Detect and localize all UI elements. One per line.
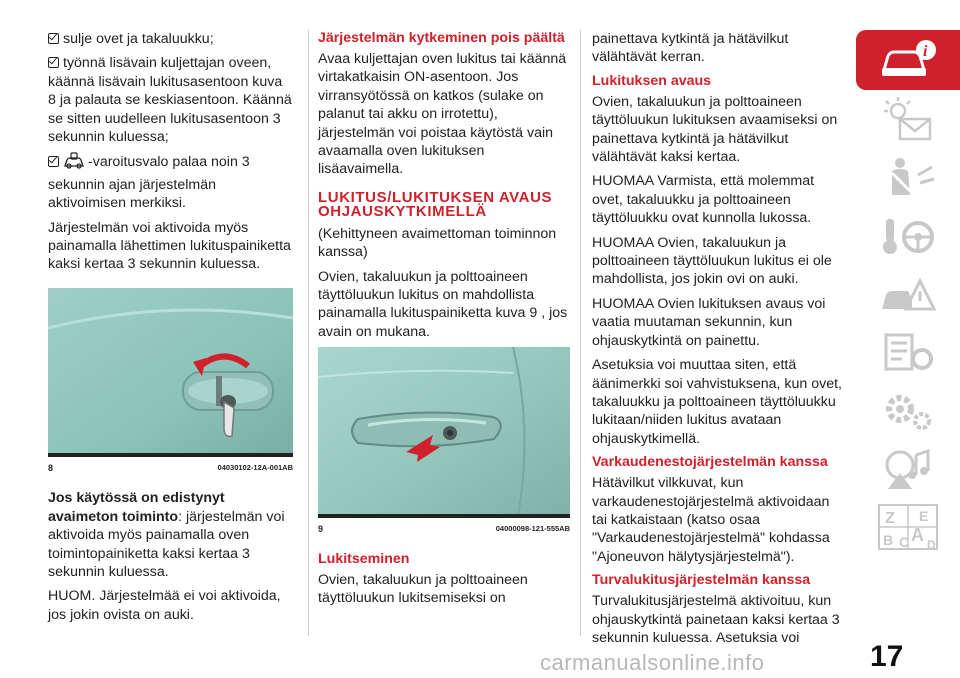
checkbox-icon: [48, 57, 59, 68]
tab-safety[interactable]: [856, 152, 960, 206]
figure-9-caption: [318, 517, 570, 538]
heading-lock-unlock-switch: LUKITUS/LUKITUKSEN AVAUS OHJAUSKYTKIMELLÄ: [318, 188, 553, 220]
tab-maintenance[interactable]: [856, 326, 960, 380]
paragraph-lock-button: Ovien, takaluukun ja polttoaineen täyttöluukun lukitus on mahdollista painamalla lukituspainiketta kuva 9 , jos avain on mukana.: [318, 268, 568, 340]
paragraph-keyless-note: (Kehittyneen avaimettoman toiminnon kanssa): [318, 225, 557, 261]
paragraph-note-2: HUOMAA Ovien, takaluukun ja polttoaineen täyttöluukun lukitus ei ole mahdollista, jos jokin ovi on auki.: [592, 234, 832, 288]
gears-icon: [878, 387, 938, 435]
svg-text:D: D: [927, 538, 936, 552]
figure-8-number: 8: [48, 462, 54, 473]
tab-emergency[interactable]: [856, 268, 960, 322]
svg-text:i: i: [923, 43, 928, 60]
figure-8-code: 04030102-12A-001AB: [217, 462, 293, 472]
chapter-tabs: [856, 30, 960, 558]
paragraph-settings: Asetuksia voi muuttaa siten, että äänimerkki soi vahvistuksena, kun ovet, takaluukku ja polttoaineen täyttöluukku lukitaan/niiden lukitus avataan ohjauskytkimellä.: [592, 357, 842, 447]
bullet-warning-light: -varoitusvalo palaa noin 3 sekunnin ajan järjestelmän aktivoimisen merkiksi.: [48, 154, 250, 212]
heading-anti-theft: Varkaudenestojärjestelmän kanssa: [592, 454, 828, 471]
checkbox-icon: [48, 33, 59, 44]
svg-text:E: E: [919, 508, 929, 524]
svg-text:A: A: [911, 525, 924, 545]
car-info-icon: [878, 38, 938, 82]
tab-multimedia[interactable]: [856, 442, 960, 496]
alphabet-index-icon: [873, 501, 943, 553]
heading-unlocking: Lukituksen avaus: [592, 72, 712, 89]
tab-driving[interactable]: [856, 210, 960, 264]
paragraph-note-1: HUOMAA Varmista, että molemmat ovet, takaluukku ja polttoaineen täyttöluukku ovat kunnolla lukossa.: [592, 173, 815, 227]
tab-technical-data[interactable]: [856, 384, 960, 438]
paragraph-note-3: HUOMAA Ovien lukituksen avaus voi vaatia muutaman sekunnin, kun ohjauskytkintä on painettu.: [592, 295, 826, 349]
light-envelope-icon: [878, 97, 938, 145]
column-1: [48, 30, 293, 630]
heading-locking: Lukitseminen: [318, 550, 410, 567]
figure-9-code: 04000098-121-555AB: [495, 524, 570, 534]
maintenance-list-icon: [878, 329, 938, 377]
door-handle-key-image: [48, 288, 293, 456]
column-2: [318, 30, 570, 614]
paragraph-remote: Järjestelmän voi aktivoida myös painamalla lähettimen lukituspainiketta kaksi kertaa 3 sekunnin kuluessa.: [48, 219, 291, 273]
car-warning-icon: [878, 271, 938, 319]
paragraph-locking: Ovien, takaluukun ja polttoaineen täyttöluukun lukitsemiseksi on: [318, 571, 528, 607]
figure-8-caption: [48, 456, 293, 477]
column-3: [592, 30, 842, 653]
watermark: carmanualsonline.info: [540, 650, 765, 675]
paragraph-anti-theft: Hätävilkut vilkkuvat, kun varkaudenestojärjestelmä aktivoidaan tai katkaistaan (katso osaa "Varkaudenestojärjestelmä" kohdassa "Ajoneuvon hälytysjärjestelmä").: [592, 475, 830, 565]
paragraph-continued: painettava kytkintä ja hätävilkut välähtävät kerran.: [592, 31, 789, 66]
heading-disable-system: Järjestelmän kytkeminen pois päältä: [318, 30, 565, 46]
checkbox-icon: [48, 156, 59, 167]
paragraph-disable: Avaa kuljettajan oven lukitus tai käännä virtakatkaisin ON-asentoon. Jos virransyötössä on katkos (sulake on palanut tai akku on irrotettu), järjestelmän voi poistaa käytöstä vain avaamalla oven lukituksen lisäavaimella.: [318, 51, 567, 178]
tab-lights-messages[interactable]: [856, 94, 960, 148]
multimedia-icon: [878, 445, 938, 493]
column-divider: [308, 30, 309, 636]
paragraph-unlocking: Ovien, takaluukun ja polttoaineen täyttöluukun lukituksen avaamiseksi on painettava kytkintä ja hätävilkut välähtävät kaksi kertaa.: [592, 93, 838, 166]
bullet-close-doors: sulje ovet ja takaluukku;: [48, 30, 293, 48]
svg-text:Z: Z: [885, 510, 895, 527]
paragraph-note-door-open: HUOM. Järjestelmää ei voi aktivoida, jos jokin ovista on auki.: [48, 588, 281, 623]
page-number: 17: [870, 640, 904, 673]
seatbelt-airbag-icon: [878, 155, 938, 203]
column-divider: [580, 30, 581, 636]
key-steering-icon: [878, 213, 938, 261]
door-handle-button-image: [318, 347, 570, 517]
figure-9-number: 9: [318, 524, 324, 535]
tab-car-info[interactable]: [856, 30, 960, 90]
paragraph-deadlock: Turvalukitusjärjestelmä aktivoituu, kun ohjauskytkintä painetaan kaksi kertaa 3 sekunnin kuluessa. Asetuksia voi: [592, 593, 840, 646]
svg-text:C: C: [899, 534, 910, 550]
tab-index[interactable]: [856, 500, 960, 554]
car-lock-icon: [63, 152, 85, 175]
figure-9-photo: [318, 347, 570, 517]
bullet-insert-key: työnnä lisävain kuljettajan oveen, käännä lisävain lukitusasentoon kuva 8 ja palauta se keskiasentoon. Käännä se sitten uudelleen lukitusasentoon 3 sekunnin kuluessa;: [48, 55, 292, 146]
svg-text:B: B: [883, 532, 894, 548]
heading-deadlock: Turvalukitusjärjestelmän kanssa: [592, 572, 811, 589]
figure-8-photo: [48, 288, 293, 456]
paragraph-keyless: Jos käytössä on edistynyt avaimeton toiminto: järjestelmän voi aktivoida myös painamalla oven toimintopainiketta kaksi kertaa 3 sekunnin kuluessa.: [48, 490, 285, 580]
